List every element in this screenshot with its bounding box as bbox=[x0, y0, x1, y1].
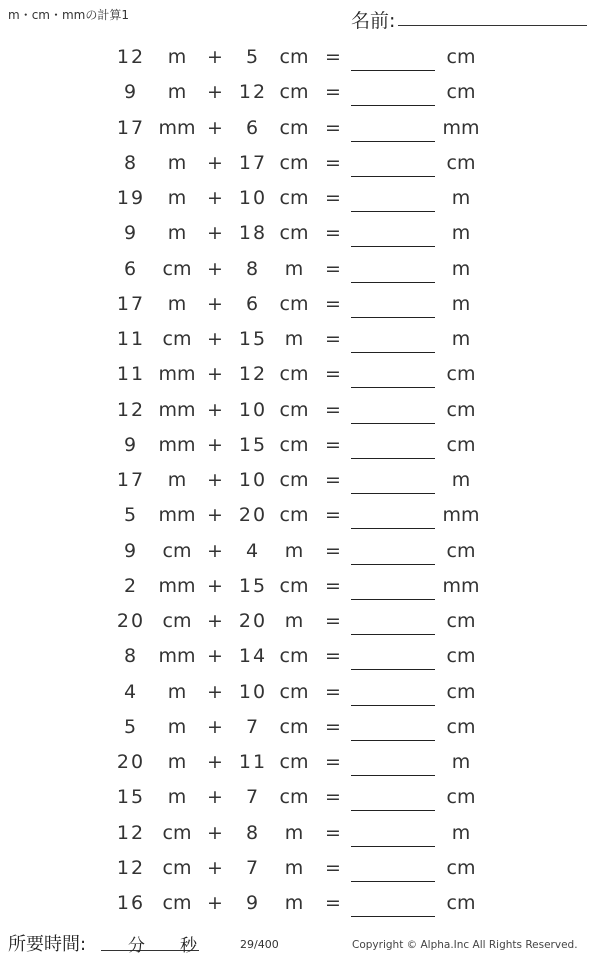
second-number: 8 bbox=[245, 821, 261, 844]
first-unit: m bbox=[167, 715, 187, 738]
plus-sign: + bbox=[207, 856, 223, 879]
second-unit: cm bbox=[279, 786, 309, 809]
second-unit: cm bbox=[279, 680, 309, 703]
problem-list bbox=[0, 40, 600, 921]
first-number: 20 bbox=[116, 751, 146, 773]
first-number: 11 bbox=[116, 328, 146, 350]
answer-unit: cm bbox=[446, 892, 476, 914]
first-unit: m bbox=[167, 751, 187, 773]
plus-sign: + bbox=[207, 328, 223, 350]
plus-sign: + bbox=[207, 257, 223, 280]
answer-unit: m bbox=[451, 469, 471, 491]
second-number: 14 bbox=[238, 645, 268, 668]
second-unit: m bbox=[284, 856, 304, 879]
first-unit: m bbox=[167, 46, 187, 68]
second-number: 4 bbox=[245, 539, 261, 562]
equals-sign: = bbox=[325, 151, 341, 174]
equals-sign: = bbox=[325, 433, 341, 456]
answer-unit: mm bbox=[442, 574, 480, 597]
first-number: 17 bbox=[116, 469, 146, 491]
problem-row bbox=[0, 357, 600, 392]
second-unit: cm bbox=[279, 433, 309, 456]
plus-sign: + bbox=[207, 46, 223, 68]
problem-row bbox=[0, 569, 600, 604]
problem-row bbox=[0, 428, 600, 463]
plus-sign: + bbox=[207, 610, 223, 632]
answer-unit: cm bbox=[446, 715, 476, 738]
equals-sign: = bbox=[325, 751, 341, 773]
equals-sign: = bbox=[325, 187, 341, 209]
answer-blank[interactable] bbox=[351, 317, 435, 318]
first-unit: cm bbox=[162, 610, 192, 632]
problem-row bbox=[0, 75, 600, 110]
plus-sign: + bbox=[207, 680, 223, 703]
plus-sign: + bbox=[207, 645, 223, 668]
answer-unit: m bbox=[451, 751, 471, 773]
minutes-label: 分 bbox=[128, 936, 145, 956]
first-unit: mm bbox=[158, 574, 196, 597]
first-number: 9 bbox=[123, 81, 139, 104]
equals-sign: = bbox=[325, 856, 341, 879]
second-number: 10 bbox=[238, 398, 268, 421]
answer-unit: m bbox=[451, 328, 471, 350]
first-unit: m bbox=[167, 187, 187, 209]
first-number: 12 bbox=[116, 398, 146, 421]
answer-blank[interactable] bbox=[351, 105, 435, 106]
first-number: 5 bbox=[123, 504, 139, 527]
second-unit: cm bbox=[279, 81, 309, 104]
first-number: 2 bbox=[123, 574, 139, 597]
second-unit: m bbox=[284, 257, 304, 280]
first-unit: m bbox=[167, 222, 187, 245]
answer-blank[interactable] bbox=[351, 423, 435, 424]
equals-sign: = bbox=[325, 257, 341, 280]
problem-row bbox=[0, 322, 600, 357]
plus-sign: + bbox=[207, 574, 223, 597]
second-number: 10 bbox=[238, 187, 268, 209]
second-unit: cm bbox=[279, 645, 309, 668]
answer-blank[interactable] bbox=[351, 282, 435, 283]
first-number: 12 bbox=[116, 46, 146, 68]
second-number: 7 bbox=[245, 786, 261, 809]
first-number: 17 bbox=[116, 292, 146, 315]
second-unit: cm bbox=[279, 751, 309, 773]
copyright-text: Copyright © Alpha.Inc All Rights Reserved. bbox=[352, 939, 578, 951]
page-number: 29/400 bbox=[240, 938, 279, 951]
plus-sign: + bbox=[207, 292, 223, 315]
second-number: 8 bbox=[245, 257, 261, 280]
equals-sign: = bbox=[325, 645, 341, 668]
answer-blank[interactable] bbox=[351, 669, 435, 670]
plus-sign: + bbox=[207, 81, 223, 104]
first-unit: m bbox=[167, 680, 187, 703]
first-unit: cm bbox=[162, 821, 192, 844]
second-number: 17 bbox=[238, 151, 268, 174]
equals-sign: = bbox=[325, 363, 341, 386]
problem-row bbox=[0, 463, 600, 498]
equals-sign: = bbox=[325, 46, 341, 68]
answer-blank[interactable] bbox=[351, 176, 435, 177]
answer-unit: cm bbox=[446, 398, 476, 421]
first-number: 20 bbox=[116, 610, 146, 632]
answer-blank[interactable] bbox=[351, 775, 435, 776]
answer-unit: cm bbox=[446, 433, 476, 456]
second-unit: cm bbox=[279, 187, 309, 209]
answer-blank[interactable] bbox=[351, 740, 435, 741]
answer-blank[interactable] bbox=[351, 387, 435, 388]
problem-row bbox=[0, 216, 600, 251]
equals-sign: = bbox=[325, 610, 341, 632]
answer-unit: cm bbox=[446, 856, 476, 879]
second-unit: cm bbox=[279, 222, 309, 245]
answer-blank[interactable] bbox=[351, 246, 435, 247]
answer-unit: m bbox=[451, 222, 471, 245]
equals-sign: = bbox=[325, 504, 341, 527]
answer-blank[interactable] bbox=[351, 916, 435, 917]
first-unit: m bbox=[167, 81, 187, 104]
answer-blank[interactable] bbox=[351, 634, 435, 635]
equals-sign: = bbox=[325, 715, 341, 738]
problem-row bbox=[0, 604, 600, 639]
problem-row bbox=[0, 111, 600, 146]
answer-unit: m bbox=[451, 187, 471, 209]
time-label: 所要時間: bbox=[8, 934, 87, 955]
problem-row bbox=[0, 534, 600, 569]
second-number: 15 bbox=[238, 433, 268, 456]
answer-unit: cm bbox=[446, 46, 476, 68]
first-unit: cm bbox=[162, 539, 192, 562]
first-unit: m bbox=[167, 786, 187, 809]
problem-row bbox=[0, 639, 600, 674]
answer-unit: cm bbox=[446, 81, 476, 104]
answer-blank[interactable] bbox=[351, 211, 435, 212]
second-number: 18 bbox=[238, 222, 268, 245]
problem-row bbox=[0, 675, 600, 710]
plus-sign: + bbox=[207, 398, 223, 421]
first-unit: mm bbox=[158, 645, 196, 668]
second-unit: cm bbox=[279, 469, 309, 491]
second-number: 15 bbox=[238, 328, 268, 350]
answer-blank[interactable] bbox=[351, 881, 435, 882]
equals-sign: = bbox=[325, 398, 341, 421]
equals-sign: = bbox=[325, 292, 341, 315]
first-number: 9 bbox=[123, 222, 139, 245]
first-number: 12 bbox=[116, 856, 146, 879]
problem-row bbox=[0, 181, 600, 216]
answer-blank[interactable] bbox=[351, 599, 435, 600]
equals-sign: = bbox=[325, 574, 341, 597]
second-unit: cm bbox=[279, 574, 309, 597]
answer-unit: cm bbox=[446, 680, 476, 703]
plus-sign: + bbox=[207, 433, 223, 456]
first-number: 6 bbox=[123, 257, 139, 280]
plus-sign: + bbox=[207, 116, 223, 139]
answer-unit: mm bbox=[442, 504, 480, 527]
answer-blank[interactable] bbox=[351, 705, 435, 706]
problem-row bbox=[0, 780, 600, 815]
name-field-line bbox=[398, 25, 587, 26]
answer-blank[interactable] bbox=[351, 846, 435, 847]
second-unit: m bbox=[284, 328, 304, 350]
second-unit: cm bbox=[279, 398, 309, 421]
first-number: 9 bbox=[123, 433, 139, 456]
first-unit: m bbox=[167, 469, 187, 491]
second-unit: m bbox=[284, 610, 304, 632]
second-number: 5 bbox=[245, 46, 261, 68]
second-number: 11 bbox=[238, 751, 268, 773]
first-unit: mm bbox=[158, 363, 196, 386]
answer-unit: m bbox=[451, 821, 471, 844]
problem-row bbox=[0, 886, 600, 921]
equals-sign: = bbox=[325, 821, 341, 844]
second-unit: cm bbox=[279, 46, 309, 68]
worksheet-title: m・cm・mmの計算1 bbox=[8, 8, 129, 22]
plus-sign: + bbox=[207, 539, 223, 562]
first-unit: m bbox=[167, 292, 187, 315]
answer-blank[interactable] bbox=[351, 493, 435, 494]
equals-sign: = bbox=[325, 469, 341, 491]
second-number: 7 bbox=[245, 856, 261, 879]
equals-sign: = bbox=[325, 680, 341, 703]
plus-sign: + bbox=[207, 151, 223, 174]
second-number: 10 bbox=[238, 680, 268, 703]
equals-sign: = bbox=[325, 81, 341, 104]
problem-row bbox=[0, 287, 600, 322]
second-number: 10 bbox=[238, 469, 268, 491]
first-unit: cm bbox=[162, 328, 192, 350]
answer-unit: cm bbox=[446, 539, 476, 562]
equals-sign: = bbox=[325, 539, 341, 562]
plus-sign: + bbox=[207, 892, 223, 914]
first-unit: cm bbox=[162, 856, 192, 879]
plus-sign: + bbox=[207, 715, 223, 738]
second-number: 15 bbox=[238, 574, 268, 597]
equals-sign: = bbox=[325, 892, 341, 914]
plus-sign: + bbox=[207, 469, 223, 491]
answer-blank[interactable] bbox=[351, 528, 435, 529]
name-label: 名前: bbox=[351, 10, 396, 32]
plus-sign: + bbox=[207, 751, 223, 773]
second-number: 20 bbox=[238, 504, 268, 527]
answer-blank[interactable] bbox=[351, 352, 435, 353]
first-unit: cm bbox=[162, 257, 192, 280]
second-number: 12 bbox=[238, 81, 268, 104]
seconds-label: 秒 bbox=[180, 936, 197, 956]
second-number: 6 bbox=[245, 292, 261, 315]
answer-blank[interactable] bbox=[351, 810, 435, 811]
first-number: 8 bbox=[123, 645, 139, 668]
problem-row bbox=[0, 252, 600, 287]
first-unit: mm bbox=[158, 504, 196, 527]
answer-unit: cm bbox=[446, 151, 476, 174]
problem-row bbox=[0, 851, 600, 886]
answer-blank[interactable] bbox=[351, 70, 435, 71]
first-unit: mm bbox=[158, 116, 196, 139]
first-number: 12 bbox=[116, 821, 146, 844]
plus-sign: + bbox=[207, 363, 223, 386]
answer-unit: mm bbox=[442, 116, 480, 139]
second-number: 7 bbox=[245, 715, 261, 738]
answer-blank[interactable] bbox=[351, 564, 435, 565]
answer-unit: cm bbox=[446, 610, 476, 632]
second-unit: m bbox=[284, 539, 304, 562]
second-number: 9 bbox=[245, 892, 261, 914]
first-unit: cm bbox=[162, 892, 192, 914]
second-number: 6 bbox=[245, 116, 261, 139]
first-unit: mm bbox=[158, 433, 196, 456]
second-number: 12 bbox=[238, 363, 268, 386]
second-unit: cm bbox=[279, 292, 309, 315]
plus-sign: + bbox=[207, 821, 223, 844]
first-number: 4 bbox=[123, 680, 139, 703]
first-number: 11 bbox=[116, 363, 146, 386]
first-number: 15 bbox=[116, 786, 146, 809]
plus-sign: + bbox=[207, 222, 223, 245]
answer-unit: cm bbox=[446, 645, 476, 668]
answer-unit: m bbox=[451, 292, 471, 315]
answer-unit: cm bbox=[446, 786, 476, 809]
first-unit: m bbox=[167, 151, 187, 174]
second-unit: m bbox=[284, 821, 304, 844]
answer-unit: cm bbox=[446, 363, 476, 386]
second-unit: cm bbox=[279, 715, 309, 738]
problem-row bbox=[0, 498, 600, 533]
answer-unit: m bbox=[451, 257, 471, 280]
answer-blank[interactable] bbox=[351, 141, 435, 142]
first-number: 5 bbox=[123, 715, 139, 738]
equals-sign: = bbox=[325, 786, 341, 809]
problem-row bbox=[0, 146, 600, 181]
equals-sign: = bbox=[325, 116, 341, 139]
plus-sign: + bbox=[207, 504, 223, 527]
equals-sign: = bbox=[325, 222, 341, 245]
problem-row bbox=[0, 40, 600, 75]
second-unit: cm bbox=[279, 504, 309, 527]
first-number: 16 bbox=[116, 892, 146, 914]
problem-row bbox=[0, 710, 600, 745]
second-unit: cm bbox=[279, 116, 309, 139]
answer-blank[interactable] bbox=[351, 458, 435, 459]
plus-sign: + bbox=[207, 187, 223, 209]
problem-row bbox=[0, 393, 600, 428]
first-number: 17 bbox=[116, 116, 146, 139]
first-number: 8 bbox=[123, 151, 139, 174]
equals-sign: = bbox=[325, 328, 341, 350]
first-number: 9 bbox=[123, 539, 139, 562]
second-unit: cm bbox=[279, 151, 309, 174]
first-unit: mm bbox=[158, 398, 196, 421]
second-unit: cm bbox=[279, 363, 309, 386]
plus-sign: + bbox=[207, 786, 223, 809]
second-number: 20 bbox=[238, 610, 268, 632]
second-unit: m bbox=[284, 892, 304, 914]
problem-row bbox=[0, 816, 600, 851]
first-number: 19 bbox=[116, 187, 146, 209]
problem-row bbox=[0, 745, 600, 780]
